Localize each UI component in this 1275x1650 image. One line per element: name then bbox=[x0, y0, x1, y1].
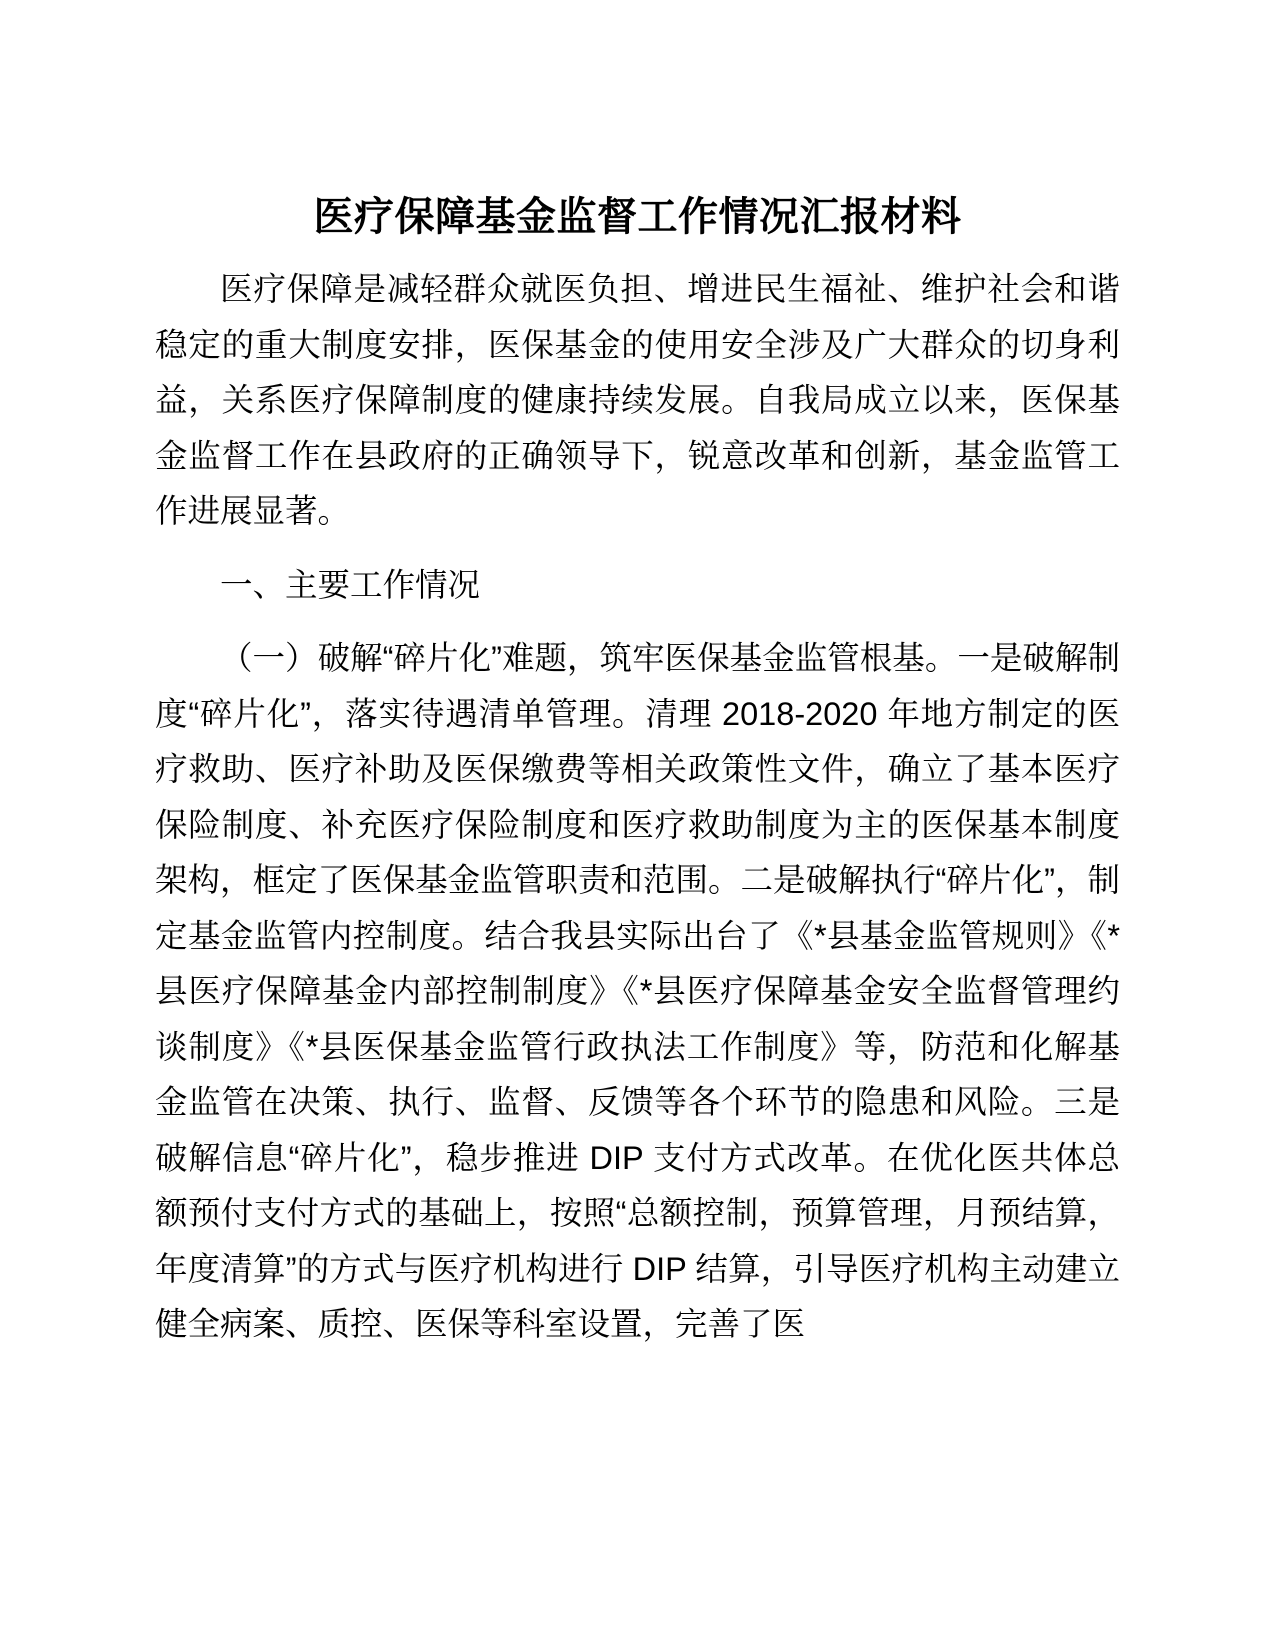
heading-spacer bbox=[155, 613, 1120, 631]
section-heading-one: 一、主要工作情况 bbox=[220, 566, 481, 603]
document-body bbox=[155, 262, 1120, 1353]
paragraph-intro: 医疗保障是减轻群众就医负担、增进民生福祉、维护社会和谐稳定的重大制度安排，医保基金的使用安全涉及广大群众的切身利益，关系医疗保障制度的健康持续发展。自我局成立以来，医保基金监督工作在县政府的正确领导下，锐意改革和创新，基金监管工作进展显著。 bbox=[155, 271, 1120, 529]
document-title: 医疗保障基金监督工作情况汇报材料 bbox=[313, 195, 962, 239]
paragraph-spacer bbox=[155, 540, 1120, 558]
paragraph-subsection-one: （一）破解“碎片化”难题，筑牢医保基金监管根基。一是破解制度“碎片化”，落实待遇清单管理。清理 2018-2020 年地方制定的医疗救助、医疗补助及医保缴费等相关政策性文件，确立了基本医疗保险制度、补充医疗保险制度和医疗救助制度为主的医保基本制度架构，框定了医保基金监管职责和范围。二是破解执行“碎片化”，制定基金监管内控制度。结合我县实际出台了《*县基金监管规则》《*县医疗保障基金内部控制制度》《*县医疗保障基金安全监督管理约谈制度》《*县医保基金监管行政执法工作制度》等，防范和化解基金监管在决策、执行、监督、反馈等各个环节的隐患和风险。三是破解信息“碎片化”，稳步推进 DIP 支付方式改革。在优化医共体总额预付支付方式的基础上，按照“总额控制，预算管理，月预结算，年度清算”的方式与医疗机构进行 DIP 结算，引导医疗机构主动建立健全病案、质控、医保等科室设置，完善了医 bbox=[155, 640, 1120, 1342]
